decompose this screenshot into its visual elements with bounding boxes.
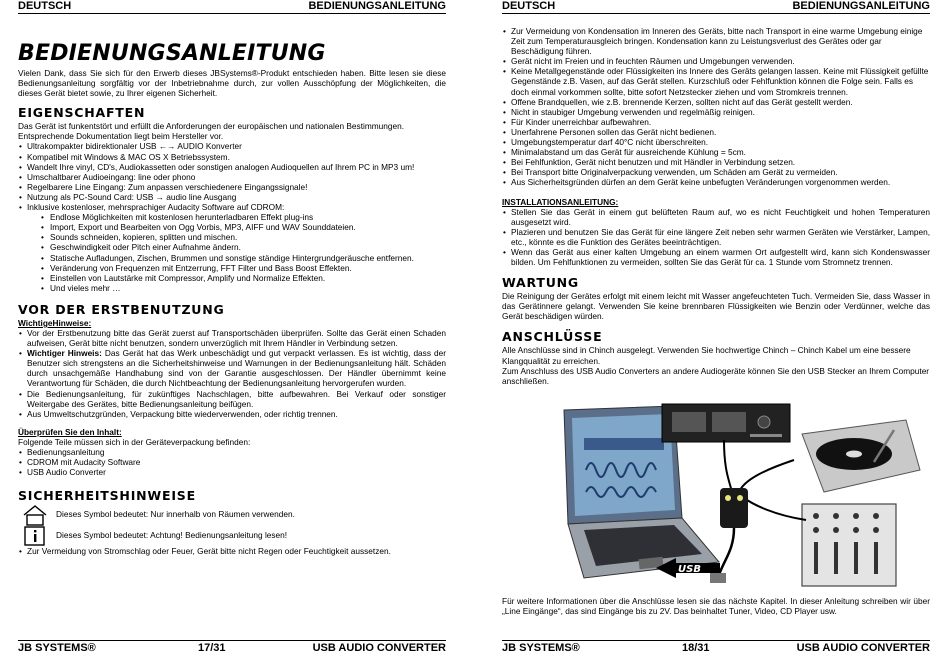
intro-text: Vielen Dank, dass Sie sich für den Erwerb dieses JBSystems®-Produkt entschieden haben. Bitte lesen sie diese Bedienungsanleitung sorgfältig vor der Inbetriebnahme durch, zur vollen Ausschöpfung der Möglichkeiten, die dieses Gerät bietet sowie, zu Ihrer eigenen Sicherheit. bbox=[18, 68, 446, 99]
sub-list-item: • Einstellen von Lautstärke mit Compressor, Amplify und Normalize Effekten. bbox=[39, 273, 446, 283]
list-item: • Nicht in staubiger Umgebung verwenden und regelmäßig reinigen. bbox=[502, 107, 930, 117]
header-title: BEDIENUNGSANLEITUNG bbox=[792, 0, 930, 12]
sub-list-item: • Statische Aufladungen, Zischen, Brummen und sonstige ständige Hintergrundgeräusche entfernen. bbox=[39, 253, 446, 263]
list-item bbox=[18, 202, 446, 293]
eigenschaften-intro: Das Gerät ist funkentstört und erfüllt die Anforderungen der europäischen und nationalen Bestimmungen. Entsprechende Dokumentation liegt beim Hersteller vor. bbox=[18, 121, 405, 142]
anschluesse-text-1: Alle Anschlüsse sind in Chinch ausgelegt. Verwenden Sie hochwertige Chinch – Chinch Kabel um eine bessere Klangqualität zu erreichen. bbox=[502, 345, 911, 366]
list-item: • Bei Fehlfunktion, Gerät nicht benutzen und mit Händler in Verbindung setzen. bbox=[502, 157, 930, 167]
section-title-erstbenutzung: VOR DER ERSTBENUTZUNG bbox=[18, 301, 225, 317]
page-footer bbox=[18, 640, 446, 654]
connection-illustration bbox=[544, 400, 924, 590]
list-item: • Aus Sicherheitsgründen dürfen an dem Gerät keine unbefugten Veränderungen vorgenommen werden. bbox=[502, 177, 930, 187]
list-item bbox=[18, 409, 446, 419]
list-item: • USB Audio Converter bbox=[18, 467, 446, 477]
footer-brand: JB SYSTEMS® bbox=[18, 642, 96, 654]
sub-list-item: • Und vieles mehr … bbox=[39, 283, 446, 293]
list-item-text: Aus Umweltschutzgründen, Verpackung bitte wiederverwenden, oder richtig trennen. bbox=[27, 408, 338, 419]
page-title: BEDIENUNGSANLEITUNG bbox=[18, 41, 326, 66]
list-item-text: Inklusive kostenloser, mehrsprachiger Audacity Software auf CDROM: bbox=[27, 202, 285, 213]
mixer-icon bbox=[802, 504, 896, 586]
list-item: • Wenn das Gerät aus einer kalten Umgebung an einem warmen Ort aufgestellt wird, kann sich Kondenswasser bilden. Um Fehlfunktionen zu vermeiden, sollten Sie das Gerät für ca. 1 Stunde vom Stromnetz trennen. bbox=[502, 247, 930, 267]
turntable-icon bbox=[802, 420, 920, 492]
list-item: • Bei Transport bitte Originalverpackung verwenden, um Schäden am Gerät zu vermeiden. bbox=[502, 167, 930, 177]
manual-info-icon bbox=[22, 525, 48, 547]
inhalt-intro: Folgende Teile müssen sich in der Geräteverpackung befinden: bbox=[18, 436, 251, 447]
usb-label: USB bbox=[678, 564, 701, 575]
list-item: • Umschaltbarer Audioeingang: line oder phono bbox=[18, 172, 446, 182]
list-item: • Nutzung als PC-Sound Card: USB → audio line Ausgang bbox=[18, 192, 446, 202]
symbol-row-indoor bbox=[18, 504, 446, 525]
symbol-row-manual bbox=[18, 525, 446, 546]
wichtige-hinweise-title: WichtigeHinweise: bbox=[18, 317, 92, 328]
sub-list-item: • Import, Export und Bearbeiten von Ogg Vorbis, MP3, AIFF und WAV Sounddateien. bbox=[39, 222, 446, 232]
list-item bbox=[18, 328, 446, 348]
sub-list-item: • Geschwindigkeit oder Pitch einer Aufnahme ändern. bbox=[39, 242, 446, 252]
footer-product: USB AUDIO CONVERTER bbox=[312, 642, 446, 654]
sicherheit-list-left bbox=[18, 546, 446, 556]
footer-page-number: 18/31 bbox=[682, 642, 710, 654]
list-item: • Gerät nicht im Freien und in feuchten Räumen und Umgebungen verwenden. bbox=[502, 56, 930, 66]
header-title: BEDIENUNGSANLEITUNG bbox=[308, 0, 446, 12]
sub-list-item: • Sounds schneiden, kopieren, splitten und mischen. bbox=[39, 232, 446, 242]
list-item-text: Die Bedienungsanleitung, für zukünftiges Nachschlagen, bitte aufbewahren. Bei Verkauf oder sonstiger Weitergabe des Gerätes, bitte Bedienungsanleitung beifügen. bbox=[27, 388, 446, 409]
list-item: • Unerfahrene Personen sollen das Gerät nicht bedienen. bbox=[502, 127, 930, 137]
list-item: • Für Kinder unerreichbar aufbewahren. bbox=[502, 117, 930, 127]
inhalt-list bbox=[18, 447, 446, 477]
wartung-text: Die Reinigung der Gerätes erfolgt mit einem leicht mit Wasser angefeuchteten Tuch. Vermeiden Sie, dass Wasser in das Gerätinnere gelangt. Verwenden Sie keine brennbaren Flüssigkeiten wie Benzin oder Verdünner, welche das Gerät beschädigen würden. bbox=[502, 291, 930, 322]
list-item: • Zur Vermeidung von Kondensation im Inneren des Geräts, bitte nach Transport in eine warme Umgebung einige Zeit zum Temperaturausgleich bringen. Kondensation kann zu Leistungsverlust des Gerätes oder gar Beschädigung führen. bbox=[502, 26, 930, 56]
footer-page-number: 17/31 bbox=[198, 642, 226, 654]
section-title-sicherheit: SICHERHEITSHINWEISE bbox=[18, 488, 196, 504]
page-header bbox=[18, 0, 446, 14]
page-right bbox=[484, 0, 950, 654]
audacity-features-list bbox=[39, 212, 446, 293]
list-item-text: Das Gerät hat das Werk unbeschädigt und gut verpackt verlassen. Es ist wichtig, dass der Benutzer sich strengstens an die Sicherheitshinweise und Warnungen in der Bedienungsanleitung hält. Schäden durch unsachgemäße Handhabung sind von der Garantie ausgeschlossen. Der Händler übernimmt keine Verantwortung für Schäden, die durch Nichtbeachtung der Bedienungsanleitung hervorgerufen wurden. bbox=[27, 348, 446, 389]
list-item: • Keine Metallgegenstände oder Flüssigkeiten ins Innere des Geräts gelangen lassen. Keine mit Flüssigkeit gefüllte Gegenstände z.B. Vasen, auf das Gerät stellen. Kurzschluß oder Fehlfunktion können die Folge sein. Falls es doch einmal vorkommen sollte, bitte sofort Netzstecker ziehen und vom Stromkreis trennen. bbox=[502, 66, 930, 96]
sub-list-item: • Veränderung von Frequenzen mit Entzerrung, FFT Filter und Bass Boost Effekten. bbox=[39, 263, 446, 273]
list-item: • Zur Vermeidung von Stromschlag oder Feuer, Gerät bitte nicht Regen oder Feuchtigkeit aussetzen. bbox=[18, 546, 446, 556]
left-content bbox=[18, 42, 446, 556]
eigenschaften-list bbox=[18, 141, 446, 292]
list-item: • Umgebungstemperatur darf 40°C nicht überschreiten. bbox=[502, 137, 930, 147]
list-item: • CDROM mit Audacity Software bbox=[18, 457, 446, 467]
list-item: • Wandelt Ihre vinyl, CD's, Audiokassetten oder sonstigen analogen Audioquellen auf Ihrem PC in MP3 um! bbox=[18, 162, 446, 172]
erstbenutzung-list bbox=[18, 328, 446, 419]
list-item: • Kompatibel mit Windows & MAC OS X Betriebssystem. bbox=[18, 152, 446, 162]
symbol-indoor-text: Dieses Symbol bedeutet: Nur innerhalb von Räumen verwenden. bbox=[56, 509, 295, 520]
footer-brand: JB SYSTEMS® bbox=[502, 642, 580, 654]
list-item: • Plazieren und benutzen Sie das Gerät für eine längere Zeit neben sehr warmen Geräten wie Verstärker, Lampen, etc., könnte es die Funktion des Gerätes beeinträchtigen. bbox=[502, 227, 930, 247]
after-figure-text: Für weitere Informationen über die Anschlüsse lesen sie das nächste Kapitel. In dieser Anleitung schreiben wir über „Line Eingänge“, das sind Eingänge bis zu 2V. Das beinhaltet Tuner, Video, CD Player usw. bbox=[502, 596, 930, 617]
section-title-eigenschaften: EIGENSCHAFTEN bbox=[18, 105, 146, 121]
page-footer bbox=[502, 640, 930, 654]
house-icon bbox=[22, 504, 48, 526]
right-after-figure bbox=[502, 596, 930, 616]
list-item-bold: Wichtiger Hinweis: bbox=[27, 348, 102, 359]
symbol-manual-text: Dieses Symbol bedeutet: Achtung! Bedienungsanleitung lesen! bbox=[56, 530, 288, 541]
sicherheit-list-right bbox=[502, 26, 930, 188]
list-item: • Regelbarere Line Eingang: Zum anpassen verschiedenere Eingangssignale! bbox=[18, 182, 446, 192]
list-item-text: Vor der Erstbenutzung bitte das Gerät zuerst auf Transportschäden überprüfen. Sollte das Gerät einen Schaden aufweisen, Gerät bitte nicht benutzen, sondern unverzüglich mit Ihrem Händler in Verbindung setzen. bbox=[27, 327, 446, 349]
list-item bbox=[18, 348, 446, 388]
sub-list-item: • Endlose Möglichkeiten mit kostenlosen herunterladbaren Effekt plug-ins bbox=[39, 212, 446, 222]
inhalt-title: Überprüfen Sie den Inhalt: bbox=[18, 426, 122, 437]
section-title-anschluesse: ANSCHLÜSSE bbox=[502, 329, 603, 345]
page-left bbox=[0, 0, 466, 654]
header-language: DEUTSCH bbox=[18, 0, 72, 12]
header-language: DEUTSCH bbox=[502, 0, 556, 12]
anschluesse-text-2: Zum Anschluss des USB Audio Converters an andere Audiogeräte können Sie den USB Stecker an Ihrem Computer anschließen. bbox=[502, 365, 930, 386]
page-header bbox=[502, 0, 930, 14]
list-item: • Bedienungsanleitung bbox=[18, 447, 446, 457]
tape-deck-icon bbox=[662, 404, 790, 442]
installation-list bbox=[502, 207, 930, 268]
list-item: • Minimalabstand um das Gerät für ausreichende Kühlung = 5cm. bbox=[502, 147, 930, 157]
installation-title: INSTALLATIONSANLEITUNG: bbox=[502, 196, 619, 207]
right-content bbox=[502, 26, 930, 386]
section-title-wartung: WARTUNG bbox=[502, 275, 579, 291]
list-item bbox=[18, 389, 446, 409]
footer-product: USB AUDIO CONVERTER bbox=[796, 642, 930, 654]
list-item: • Offene Brandquellen, wie z.B. brennende Kerzen, sollten nicht auf das Gerät gestellt werden. bbox=[502, 97, 930, 107]
list-item: • Ultrakompakter bidirektionaler USB ←→ AUDIO Konverter bbox=[18, 141, 446, 151]
list-item: • Stellen Sie das Gerät in einem gut belüfteten Raum auf, wo es nicht Feuchtigkeit und hohen Temperaturen ausgesetzt wird. bbox=[502, 207, 930, 227]
usb-converter-icon bbox=[710, 440, 806, 583]
